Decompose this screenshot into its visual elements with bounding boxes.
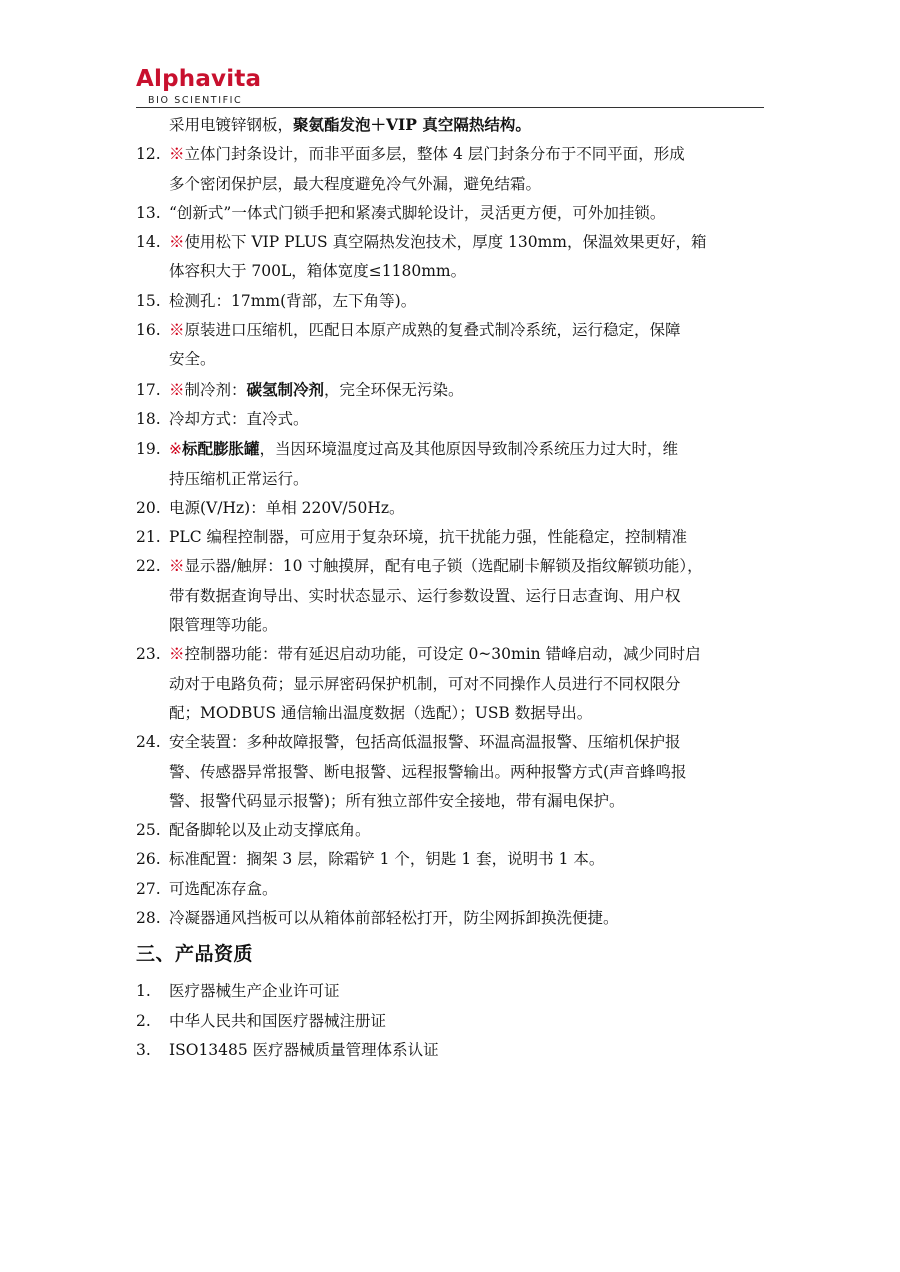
spec-number: 18. <box>136 409 161 428</box>
company-logo: Alphavita <box>136 66 262 92</box>
spec-number: 13. <box>136 203 161 222</box>
spec-number: 25. <box>136 821 161 840</box>
spec-line <box>136 875 766 904</box>
spec-text: 制冷剂： <box>184 380 247 399</box>
spec-item <box>136 434 766 494</box>
spec-line <box>136 316 766 345</box>
spec-line: 警、报警代码显示报警)；所有独立部件安全接地，带有漏电保护。 <box>169 791 625 810</box>
spec-text: 采用电镀锌钢板， <box>169 116 294 134</box>
document-body <box>136 110 766 1065</box>
spec-number: 12. <box>136 145 161 164</box>
spec-number: 23. <box>136 645 161 664</box>
spec-item <box>136 875 766 904</box>
spec-line <box>136 228 766 257</box>
spec-line <box>136 640 766 669</box>
spec-line: 持压缩机正常运行。 <box>169 469 309 488</box>
company-logo-subtitle: BIO SCIENTIFIC <box>148 95 243 106</box>
required-mark-icon: ※ <box>169 380 185 399</box>
spec-line <box>136 845 766 874</box>
qualification-number: 2. <box>136 1011 151 1030</box>
spec-bold-text: 碳氢制冷剂 <box>246 379 325 399</box>
spec-text: 控制器功能：带有延迟启动功能，可设定 0~30min 错峰启动，减少同时启 <box>184 645 701 664</box>
page-header <box>136 66 764 110</box>
qualification-text: 医疗器械生产企业许可证 <box>169 982 340 1001</box>
spec-text: 配备脚轮以及止动支撑底角。 <box>169 821 371 840</box>
spec-text: 冷凝器通风挡板可以从箱体前部轻松打开，防尘网拆卸换洗便捷。 <box>169 909 619 928</box>
spec-number: 26. <box>136 850 161 869</box>
spec-number: 21. <box>136 528 161 547</box>
spec-item <box>136 228 766 287</box>
spec-text: 可选配冻存盒。 <box>169 879 278 898</box>
spec-line <box>136 552 766 581</box>
qualification-item <box>136 977 766 1006</box>
spec-item <box>136 405 766 434</box>
qualification-number: 3. <box>136 1040 151 1059</box>
spec-item <box>136 316 766 375</box>
spec-item <box>136 494 766 523</box>
spec-item <box>136 845 766 874</box>
required-mark-icon: ※ <box>169 145 185 164</box>
spec-text: 立体门封条设计，而非平面多层，整体 4 层门封条分布于不同平面，形成 <box>184 145 685 164</box>
required-mark-icon: ※ <box>169 557 185 576</box>
spec-line <box>136 287 766 316</box>
required-mark-icon: ※ <box>169 645 185 664</box>
spec-line <box>136 816 766 845</box>
spec-text: 使用松下 VIP PLUS 真空隔热发泡技术，厚度 130mm，保温效果更好，箱 <box>184 233 707 252</box>
spec-bold-text: 聚氨酯发泡＋VIP 真空隔热结构。 <box>293 115 531 134</box>
spec-text: 检测孔：17mm(背部，左下角等)。 <box>169 291 417 310</box>
spec-number: 27. <box>136 879 161 898</box>
required-mark-icon: ※ <box>169 233 185 252</box>
spec-item <box>136 640 766 728</box>
spec-number: 22. <box>136 557 161 576</box>
spec-text: 电源(V/Hz)：单相 220V/50Hz。 <box>169 498 405 517</box>
spec-line: 体容积大于 700L，箱体宽度≤1180mm。 <box>169 262 467 281</box>
spec-bold-text: 标配膨胀罐 <box>182 439 260 459</box>
header-divider <box>136 107 764 108</box>
spec-line: 多个密闭保护层，最大程度避免冷气外漏，避免结霜。 <box>169 174 542 193</box>
required-mark-icon: ※ <box>169 321 185 340</box>
spec-item <box>136 728 766 816</box>
spec-line <box>136 904 766 933</box>
qualification-number: 1. <box>136 982 151 1001</box>
spec-line: 动对于电路负荷；显示屏密码保护机制，可对不同操作人员进行不同权限分 <box>169 674 681 693</box>
spec-list <box>136 140 766 933</box>
spec-line: 配；MODBUS 通信输出温度数据（选配）；USB 数据导出。 <box>169 703 593 722</box>
spec-item <box>136 375 766 405</box>
spec-number: 20. <box>136 498 161 517</box>
spec-item <box>136 523 766 552</box>
spec-line: 限管理等功能。 <box>169 616 278 635</box>
spec-item <box>136 199 766 228</box>
spec-text: ，当因环境温度过高及其他原因导致制冷系统压力过大时，维 <box>259 440 679 459</box>
spec-text: PLC 编程控制器，可应用于复杂环境，抗干扰能力强，性能稳定，控制精准 <box>169 528 688 547</box>
spec-item <box>136 552 766 640</box>
qualification-item <box>136 1036 766 1065</box>
spec-line <box>136 494 766 523</box>
spec-number: 19. <box>136 440 161 459</box>
spec-line <box>136 728 766 757</box>
spec-line <box>136 199 766 228</box>
spec-item <box>136 140 766 199</box>
spec-number: 17. <box>136 380 161 399</box>
spec-line <box>136 375 766 405</box>
spec-line: 警、传感器异常报警、断电报警、远程报警输出。两种报警方式(声音蜂鸣报 <box>169 762 687 781</box>
spec-item <box>136 904 766 933</box>
spec-number: 15. <box>136 291 161 310</box>
spec-number: 28. <box>136 909 161 928</box>
spec-line: 安全。 <box>169 350 216 369</box>
spec-11-continuation <box>136 110 766 140</box>
spec-line: 带有数据查询导出、实时状态显示、运行参数设置、运行日志查询、用户权 <box>169 586 681 605</box>
qualification-item <box>136 1007 766 1036</box>
spec-line <box>136 434 766 464</box>
spec-text: ，完全环保无污染。 <box>324 380 464 399</box>
qualification-list <box>136 977 766 1065</box>
spec-line <box>136 140 766 169</box>
spec-text: 标准配置：搁架 3 层，除霜铲 1 个，钥匙 1 套，说明书 1 本。 <box>169 850 605 869</box>
spec-text: 冷却方式：直冷式。 <box>169 409 309 428</box>
spec-number: 24. <box>136 733 161 752</box>
qualification-text: 中华人民共和国医疗器械注册证 <box>169 1011 387 1030</box>
spec-line <box>136 523 766 552</box>
spec-item <box>136 816 766 845</box>
qualification-text: ISO13485 医疗器械质量管理体系认证 <box>169 1040 439 1059</box>
spec-number: 16. <box>136 321 161 340</box>
required-mark-icon: ※ <box>169 440 182 459</box>
spec-item <box>136 287 766 316</box>
spec-text: 安全装置：多种故障报警，包括高低温报警、环温高温报警、压缩机保护报 <box>169 733 681 752</box>
section-title: 三、产品资质 <box>136 943 254 966</box>
spec-text: 原装进口压缩机，匹配日本原产成熟的复叠式制冷系统，运行稳定，保障 <box>184 321 681 340</box>
spec-text: “创新式”一体式门锁手把和紧凑式脚轮设计，灵活更方便，可外加挂锁。 <box>169 203 666 222</box>
spec-number: 14. <box>136 233 161 252</box>
spec-text: 显示器/触屏：10 寸触摸屏，配有电子锁（选配刷卡解锁及指纹解锁功能）， <box>184 557 703 576</box>
spec-line <box>136 405 766 434</box>
